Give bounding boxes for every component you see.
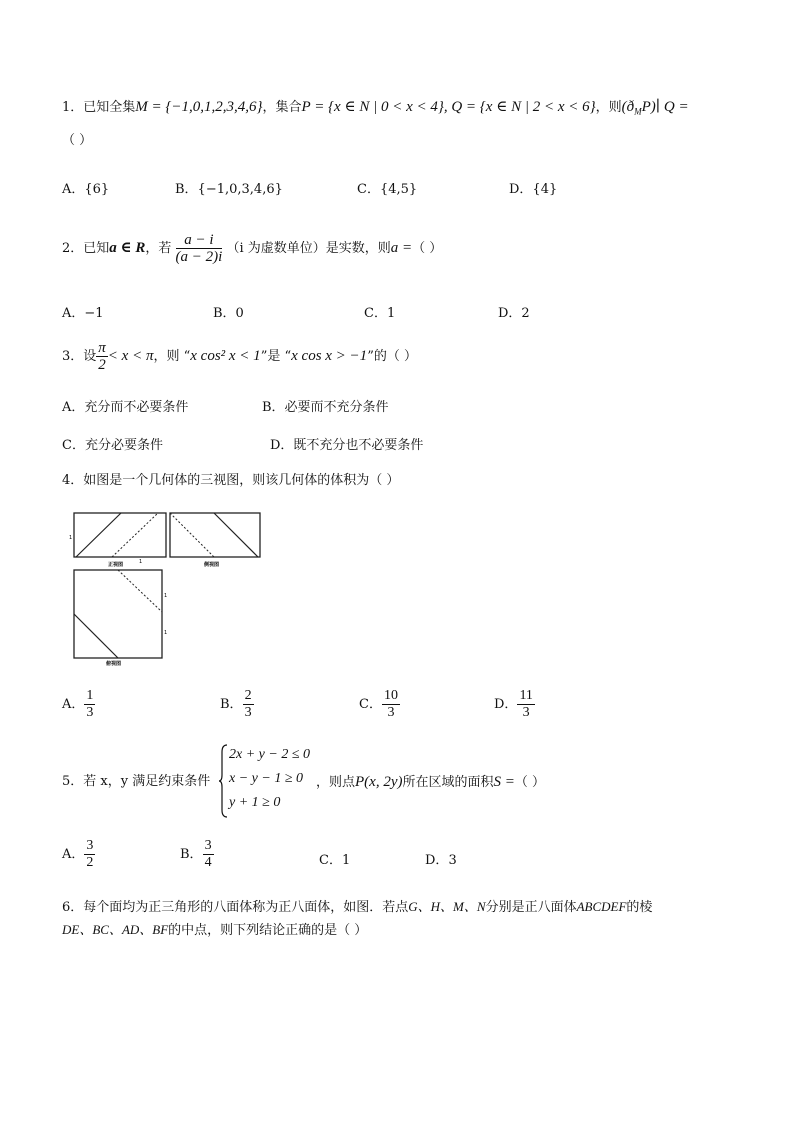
q3-expr2: x cos x > −1: [291, 348, 368, 364]
q5-point: P(x, 2y): [355, 774, 403, 790]
q3-option-c: C．充分必要条件: [62, 438, 163, 453]
q2-option-c: C．1: [364, 306, 396, 321]
q3-mid2: ”是 “: [260, 349, 292, 364]
q2-var: a =: [390, 240, 413, 256]
q5-option-a-num: 3: [86, 838, 94, 853]
q1-m-set: M = {−1,0,1,2,3,4,6}: [135, 99, 263, 115]
q4-option-c-num: 10: [383, 688, 398, 703]
q5-tail-text: 所在区域的面积: [402, 775, 494, 790]
front-view-dim: 1: [69, 535, 73, 541]
q1-expr-tail: P)∣ Q =: [641, 99, 689, 115]
q1-stem: [62, 98, 689, 121]
front-view-dim: 1: [139, 559, 143, 565]
q4-option-a-den: 3: [86, 705, 94, 720]
q2-tail: （i 为虚数单位）是实数，则: [226, 241, 391, 256]
side-view-label: 侧视图: [204, 562, 220, 568]
front-view-edge: [112, 513, 158, 557]
q3-mid: ，则 “: [153, 349, 191, 364]
q1-option-c: C．{4,5}: [357, 182, 418, 197]
q2-stem: [62, 232, 442, 265]
q5-lead: 5．若 x，y 满足约束条件: [62, 774, 211, 789]
q4-option-c-frac: [382, 688, 400, 721]
side-view-outline: [170, 513, 260, 557]
q3-fraction: [96, 340, 108, 373]
q5-option-c-value: 1: [341, 853, 351, 868]
q3-option-a: A．充分而不必要条件: [62, 400, 189, 415]
q1-option-d: D．{4}: [509, 182, 558, 197]
q5-option-c: [319, 849, 350, 868]
q3-range: < x < π: [107, 348, 154, 364]
q3-option-b: B．必要而不充分条件: [262, 400, 389, 415]
q4-option-a-letter: A．: [62, 697, 85, 712]
q4-option-a-num: 1: [86, 688, 94, 703]
q4-option-d-num: 11: [519, 688, 533, 703]
q5-option-b-frac: [203, 838, 214, 871]
q2-paren: （ ）: [412, 241, 443, 256]
side-view-edge: [170, 513, 214, 557]
q2-fraction-den: (a − 2)i: [175, 249, 223, 265]
q1-expr-sub: M: [634, 106, 642, 117]
q6-points: G、H、M、N: [408, 899, 486, 914]
q1-mid2: ，则: [595, 100, 622, 115]
q4-option-b-frac: [243, 688, 254, 721]
q6-line2: 的中点，则下列结论正确的是（ ）: [168, 923, 368, 938]
q4-option-b: [220, 688, 254, 721]
q6-line-2: [62, 921, 367, 940]
q4-option-b-letter: B．: [220, 697, 243, 712]
q3-stem: [62, 340, 417, 373]
q1-option-b: B．{−1,0,3,4,6}: [175, 182, 283, 197]
top-view-dim: 1: [164, 593, 168, 599]
q6-line1c: 的棱: [626, 900, 653, 915]
q3-tail: ”的（ ）: [367, 349, 417, 364]
q5-option-d-value: 3: [448, 853, 457, 868]
q1-paren: （ ）: [62, 133, 93, 148]
q6-edges: DE、BC、AD、BF: [62, 922, 169, 937]
q5-option-c-letter: C．: [319, 853, 342, 868]
q4-option-b-num: 2: [244, 688, 252, 703]
q5-option-a-den: 2: [86, 855, 94, 870]
q2-option-b: B．0: [213, 306, 244, 321]
q4-option-d-den: 3: [522, 705, 530, 720]
q5-option-d: [425, 849, 457, 868]
top-view-edge: [74, 614, 118, 658]
q4-option-c: [359, 688, 400, 721]
q4-option-b-den: 3: [244, 705, 252, 720]
q4-option-c-den: 3: [387, 705, 395, 720]
q3-fraction-den: 2: [98, 357, 106, 373]
q2-lead: 2．已知: [62, 241, 110, 256]
q5-paren: （ ）: [514, 775, 546, 790]
q1-lead: 1．已知全集: [62, 100, 136, 115]
q6-line1a: 6．每个面均为正三角形的八面体称为正八面体，如图．若点: [62, 900, 409, 915]
q5-option-b: [180, 838, 214, 871]
q5-constraint-3: y + 1 ≥ 0: [229, 795, 281, 810]
q1-expr: (ð: [621, 99, 635, 115]
front-view-label: 正视图: [108, 562, 124, 568]
q4-option-d-frac: [517, 688, 534, 721]
q5-option-b-den: 4: [204, 855, 212, 870]
q5-option-a-frac: [84, 838, 95, 871]
q5-s: S =: [493, 774, 515, 790]
top-view-outline: [74, 570, 162, 658]
q5-mid: ，则点: [316, 775, 356, 790]
q1-p-set: P = {x ∈ N | 0 < x < 4}, Q = {x ∈ N | 2 < x < 6}: [301, 99, 596, 115]
q2-option-d: D．2: [498, 306, 530, 321]
q3-fraction-num: π: [98, 340, 106, 356]
top-view-label: 俯视图: [106, 661, 122, 667]
q5-option-a: [62, 838, 95, 871]
q4-option-a: [62, 688, 95, 721]
q5-brace: [218, 744, 228, 818]
q5-constraint-1: 2x + y − 2 ≤ 0: [229, 747, 311, 762]
q5-option-d-letter: D．: [425, 853, 449, 868]
front-view-edge: [76, 513, 121, 557]
q4-option-d-letter: D．: [494, 697, 518, 712]
q5-option-b-num: 3: [204, 838, 212, 853]
q2-cond: a ∈ R: [109, 240, 146, 256]
side-view-edge: [214, 513, 258, 557]
q6-solid: ABCDEF: [576, 899, 627, 914]
three-view-figure: [64, 508, 274, 670]
q1-mid1: ，集合: [262, 100, 302, 115]
q4-option-a-frac: [84, 688, 95, 721]
q5-constraint-2: x − y − 1 ≥ 0: [229, 771, 304, 786]
top-view-edge: [118, 570, 162, 612]
q3-expr1: x cos² x < 1: [190, 348, 261, 364]
top-view-dim: 1: [164, 630, 168, 636]
q1-option-a: A．{6}: [62, 182, 110, 197]
q3-option-d: D．既不充分也不必要条件: [270, 438, 424, 453]
q5-tail: [316, 773, 545, 792]
q5-option-a-letter: A．: [62, 847, 85, 862]
q4-stem: 4．如图是一个几何体的三视图，则该几何体的体积为（ ）: [62, 473, 400, 488]
q2-option-a: A．−1: [62, 306, 104, 321]
q2-mid: ，若: [145, 241, 172, 256]
q5-constraints: [229, 743, 310, 815]
q6-line-1: [62, 898, 652, 917]
q2-fraction: [176, 232, 223, 265]
q5-option-b-letter: B．: [180, 847, 203, 862]
q4-option-c-letter: C．: [359, 697, 382, 712]
q3-lead: 3．设: [62, 349, 97, 364]
q4-option-d: [494, 688, 535, 721]
front-view-outline: [74, 513, 166, 557]
q2-fraction-num: a − i: [176, 232, 223, 249]
q6-line1b: 分别是正八面体: [485, 900, 577, 915]
